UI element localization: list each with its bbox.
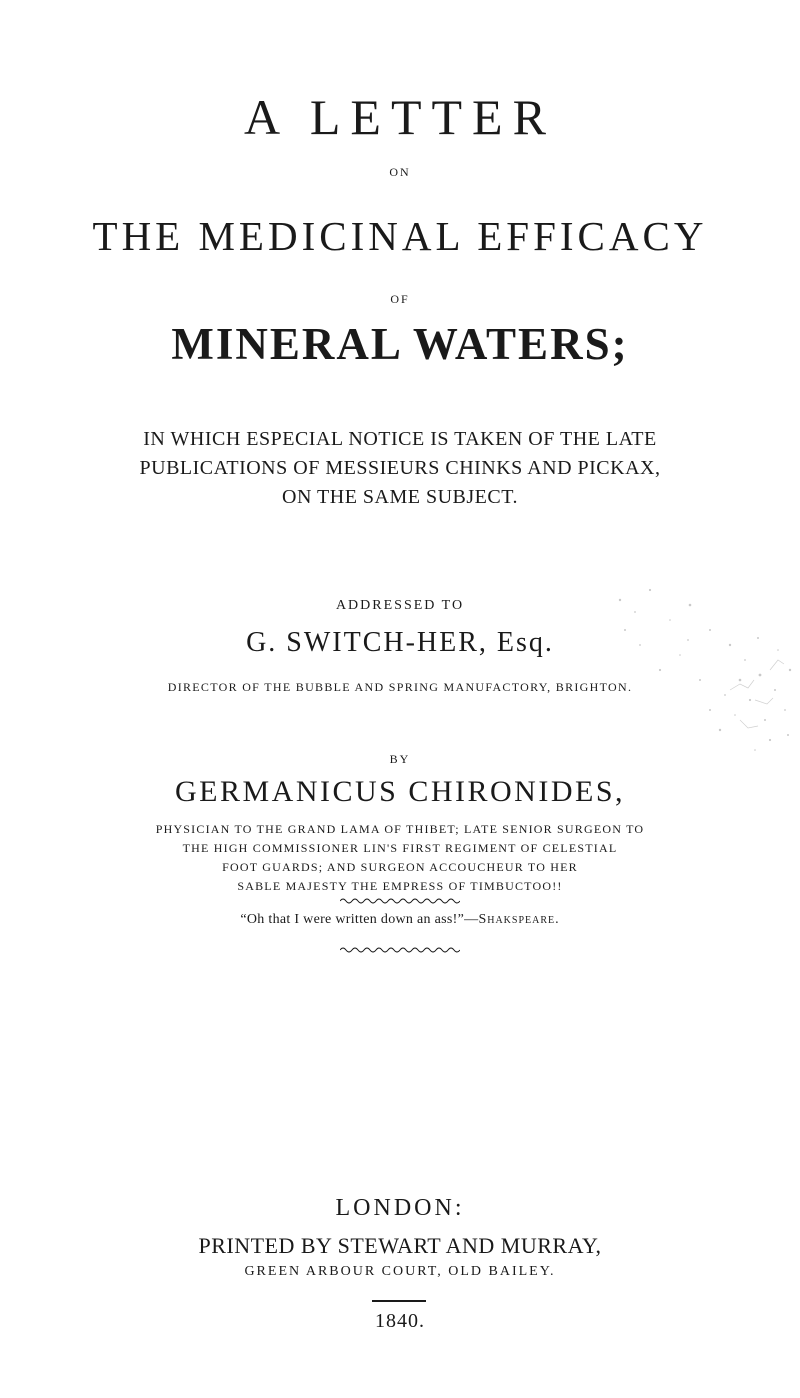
credentials-line-2: THE HIGH COMMISSIONER LIN'S FIRST REGIMENT OF CELESTIAL	[182, 841, 618, 855]
addressee-name: G. SWITCH-HER, Esq.	[246, 627, 554, 658]
credentials-line-1: PHYSICIAN TO THE GRAND LAMA OF THIBET; LATE SENIOR SURGEON TO	[155, 822, 645, 836]
credentials-line-4: SABLE MAJESTY THE EMPRESS OF TIMBUCTOO!!	[237, 879, 563, 893]
imprint-address: GREEN ARBOUR COURT, OLD BAILEY.	[244, 1264, 556, 1279]
imprint-city: LONDON:	[335, 1195, 465, 1221]
ornament-rule-bottom	[0, 941, 800, 959]
by-label: BY	[389, 752, 411, 766]
wavy-rule-icon	[340, 897, 460, 905]
epigraph-attribution: Shakspeare.	[478, 912, 560, 927]
imprint-year: 1840.	[375, 1310, 425, 1332]
epigraph-dash: —	[464, 912, 479, 927]
epigraph-quote: “Oh that I were written down an ass!”	[240, 912, 465, 927]
paper-stain-icon	[560, 550, 800, 770]
wavy-rule-icon	[340, 946, 460, 954]
author-credentials	[0, 820, 800, 896]
imprint-printer: PRINTED BY STEWART AND MURRAY,	[198, 1233, 602, 1258]
notice-line-1: IN WHICH ESPECIAL NOTICE IS TAKEN OF THE LATE	[143, 428, 657, 450]
author-name: GERMANICUS CHIRONIDES,	[174, 775, 626, 808]
addressee-role: DIRECTOR OF THE BUBBLE AND SPRING MANUFACTORY, BRIGHTON.	[167, 680, 633, 694]
addressed-to-label: ADDRESSED TO	[335, 598, 465, 613]
page-title: A LETTER	[244, 89, 556, 145]
subject-line-1: THE MEDICINAL EFFICACY	[92, 213, 708, 259]
year-rule	[372, 1300, 426, 1302]
credentials-line-3: FOOT GUARDS; AND SURGEON ACCOUCHEUR TO HER	[222, 860, 578, 874]
subject-line-2: MINERAL WATERS;	[171, 319, 629, 369]
notice-block	[0, 425, 800, 512]
epigraph	[0, 912, 800, 928]
notice-line-2: PUBLICATIONS OF MESSIEURS CHINKS AND PICKAX,	[139, 457, 661, 479]
ornament-rule-top	[0, 892, 800, 910]
connector-of: OF	[390, 292, 410, 306]
connector-on: ON	[389, 165, 411, 179]
notice-line-3: ON THE SAME SUBJECT.	[282, 486, 518, 508]
